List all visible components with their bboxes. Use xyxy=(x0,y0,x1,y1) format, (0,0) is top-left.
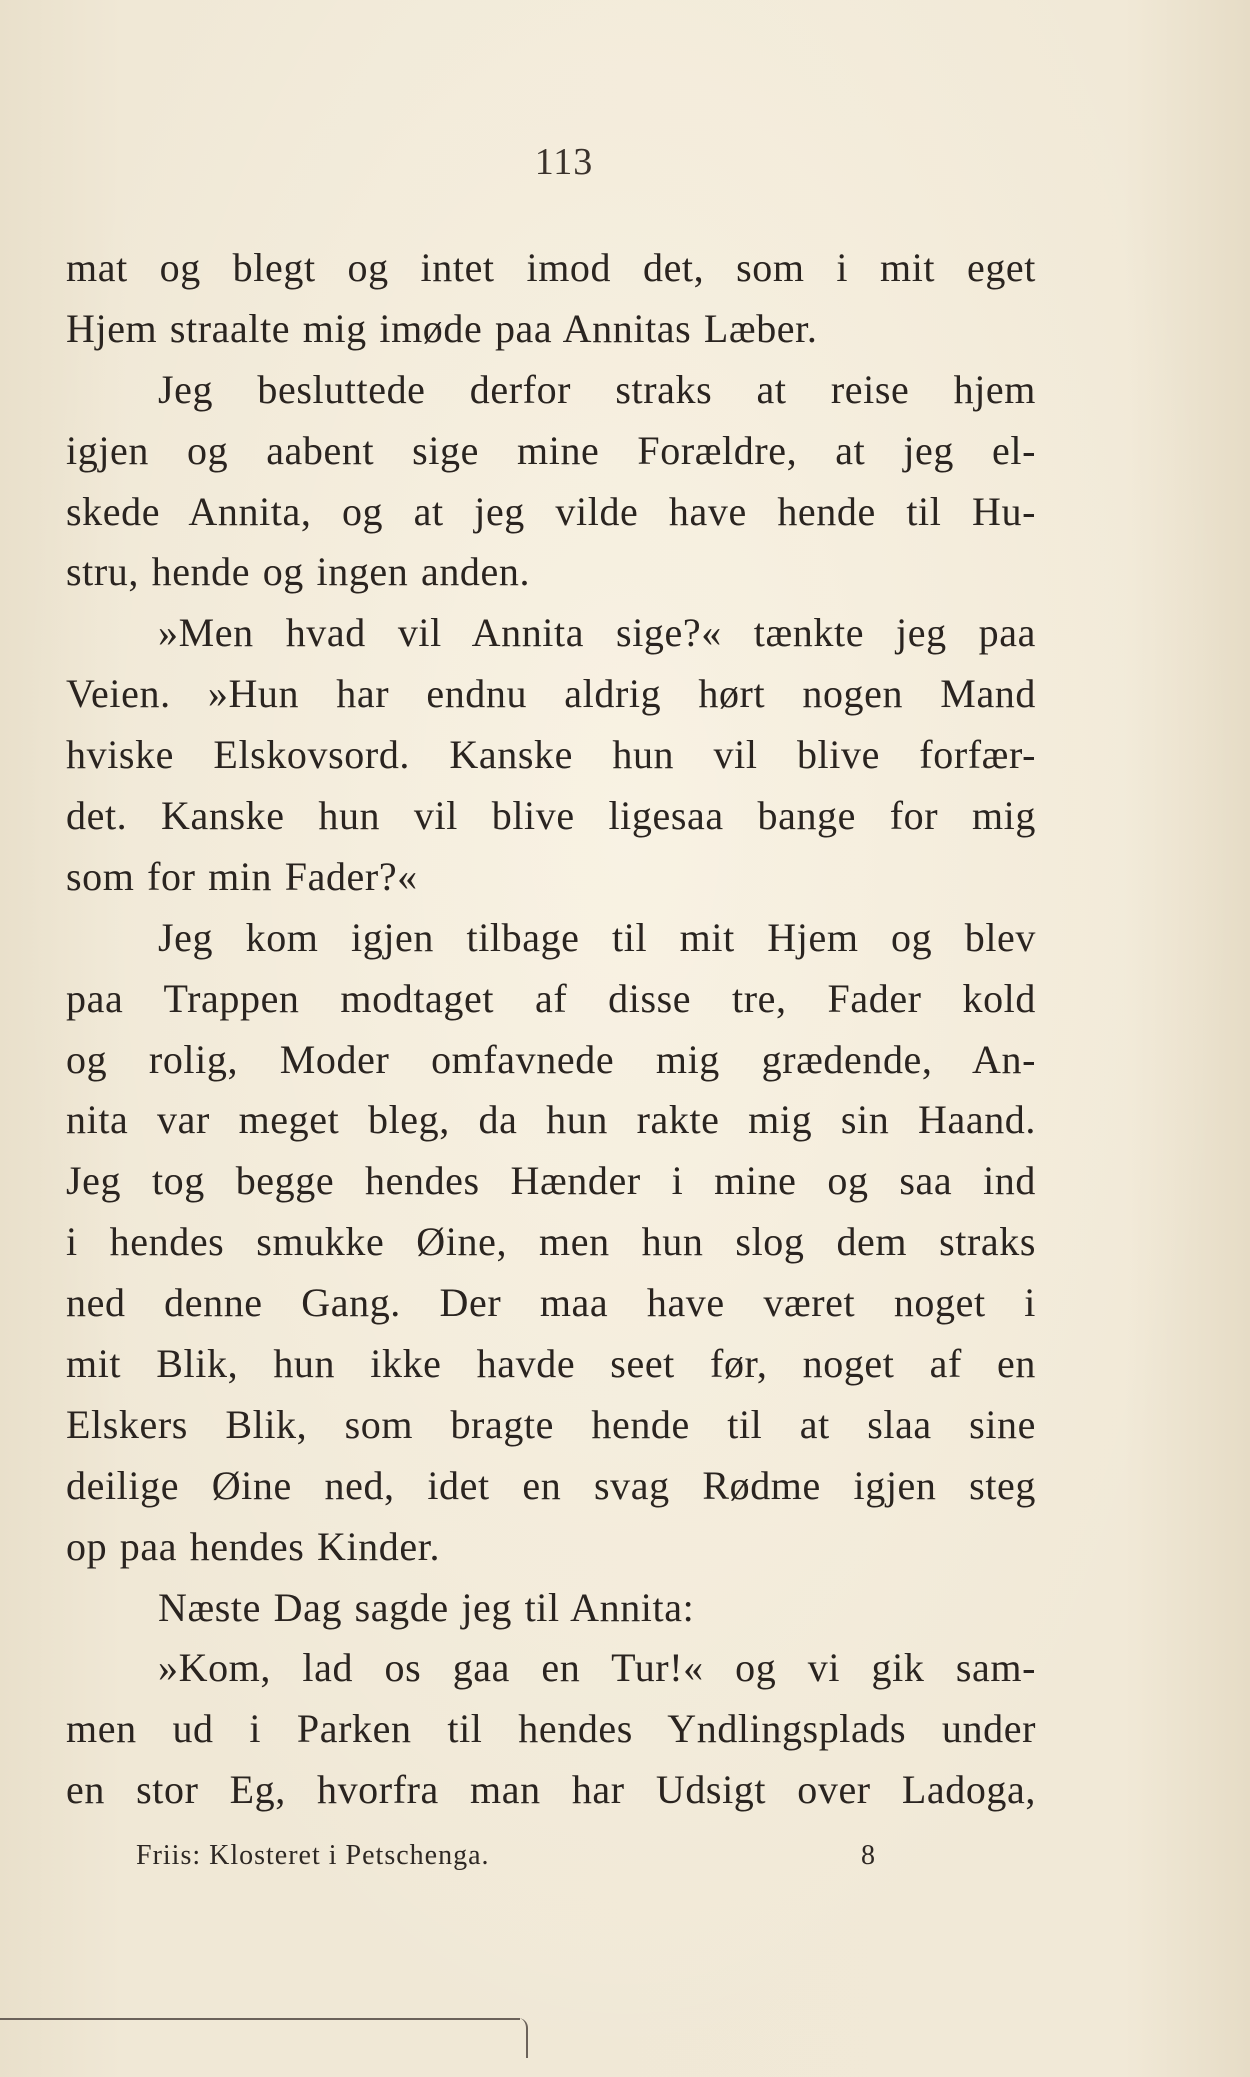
text-line: i hendes smukke Øine, men hun slog dem straks xyxy=(66,1219,1036,1265)
text-line: »Kom, lad os gaa en Tur!« og vi gik sam- xyxy=(158,1645,1036,1691)
text-line: mit Blik, hun ikke havde seet før, noget af en xyxy=(66,1341,1036,1387)
text-line: Hjem straalte mig imøde paa Annitas Læber. xyxy=(66,305,818,351)
text-line: en stor Eg, hvorfra man har Udsigt over Ladoga, xyxy=(66,1767,1036,1813)
page-footer xyxy=(136,1840,876,1884)
text-line: Næste Dag sagde jeg til Annita: xyxy=(158,1584,695,1630)
text-line: men ud i Parken til hendes Yndlingsplads under xyxy=(66,1706,1036,1752)
text-line: paa Trappen modtaget af disse tre, Fader kold xyxy=(66,975,1036,1021)
text-line: Veien. »Hun har endnu aldrig hørt nogen Mand xyxy=(66,671,1036,717)
signature-mark: 8 xyxy=(861,1840,876,1871)
text-line: Jeg besluttede derfor straks at reise hjem xyxy=(158,366,1036,412)
body-text xyxy=(66,238,1036,1821)
text-line: »Men hvad vil Annita sige?« tænkte jeg paa xyxy=(158,610,1036,656)
text-line: deilige Øine ned, idet en svag Rødme igjen steg xyxy=(66,1462,1036,1508)
text-line: og rolig, Moder omfavnede mig grædende, An- xyxy=(66,1036,1036,1082)
text-line: det. Kanske hun vil blive ligesaa bange for mig xyxy=(66,793,1036,839)
text-line: som for min Fader?« xyxy=(66,853,418,899)
text-line: igjen og aabent sige mine Forældre, at jeg el- xyxy=(66,427,1036,473)
text-line: skede Annita, og at jeg vilde have hende til Hu- xyxy=(66,488,1036,534)
text-line: hviske Elskovsord. Kanske hun vil blive forfær- xyxy=(66,732,1036,778)
text-line: ned denne Gang. Der maa have været noget i xyxy=(66,1280,1036,1326)
page-number: 113 xyxy=(534,141,594,183)
text-line: Elskers Blik, som bragte hende til at slaa sine xyxy=(66,1401,1036,1447)
text-line: stru, hende og ingen anden. xyxy=(66,549,531,595)
text-line: Jeg kom igjen tilbage til mit Hjem og blev xyxy=(158,914,1036,960)
text-line: Jeg tog begge hendes Hænder i mine og saa ind xyxy=(66,1158,1036,1204)
text-line: mat og blegt og intet imod det, som i mit eget xyxy=(66,245,1036,290)
footer-title: Friis: Klosteret i Petschenga. xyxy=(136,1840,490,1871)
text-line: nita var meget bleg, da hun rakte mig sin Haand. xyxy=(66,1097,1036,1143)
bottom-rule xyxy=(0,2018,520,2020)
text-line: op paa hendes Kinder. xyxy=(66,1523,441,1569)
bottom-rule-tail xyxy=(516,2018,528,2058)
